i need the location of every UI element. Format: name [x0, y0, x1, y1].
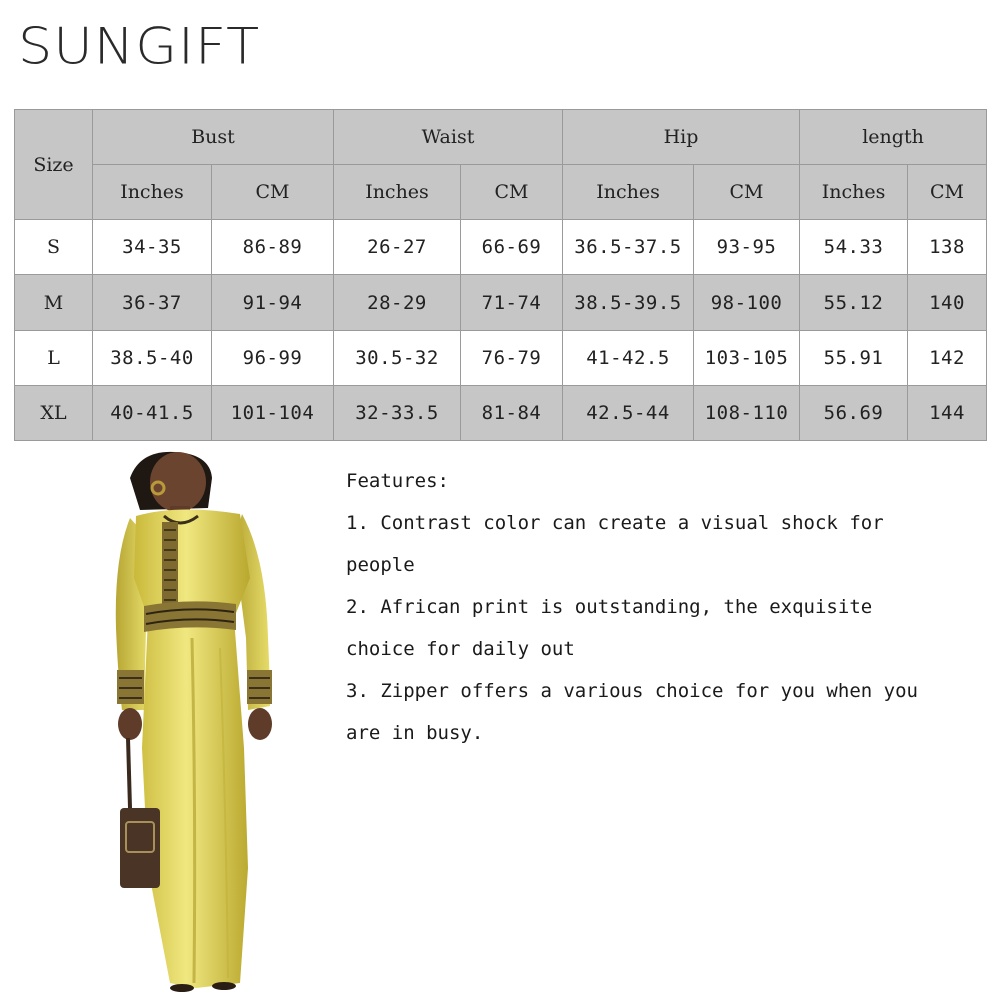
table-cell: 76-79 [461, 330, 563, 385]
table-cell: 38.5-39.5 [563, 275, 694, 330]
table-cell: 36-37 [93, 275, 212, 330]
group-header-bust: Bust [93, 110, 334, 165]
size-label: M [15, 275, 93, 330]
table-unit-row [15, 165, 987, 220]
table-cell: 41-42.5 [563, 330, 694, 385]
size-chart-table [14, 109, 987, 441]
unit-header: CM [908, 165, 987, 220]
table-cell: 30.5-32 [334, 330, 461, 385]
table-cell: 86-89 [212, 220, 334, 275]
table-cell: 32-33.5 [334, 385, 461, 440]
table-cell: 55.91 [800, 330, 908, 385]
unit-header: Inches [93, 165, 212, 220]
table-cell: 138 [908, 220, 987, 275]
feature-line: 1. Contrast color can create a visual shock for [346, 512, 884, 534]
table-cell: 71-74 [461, 275, 563, 330]
feature-line: are in busy. [346, 722, 484, 744]
feature-line: 3. Zipper offers a various choice for you when you [346, 680, 918, 702]
table-cell: 28-29 [334, 275, 461, 330]
table-cell: 91-94 [212, 275, 334, 330]
group-header-waist: Waist [334, 110, 563, 165]
size-header: Size [15, 110, 93, 220]
table-cell: 103-105 [694, 330, 800, 385]
feature-line: people [346, 554, 415, 576]
unit-header: CM [461, 165, 563, 220]
table-cell: 144 [908, 385, 987, 440]
features-heading: Features: [346, 470, 449, 492]
table-row [15, 330, 987, 385]
table-cell: 55.12 [800, 275, 908, 330]
features-section [346, 460, 996, 754]
group-header-length: length [800, 110, 987, 165]
table-cell: 34-35 [93, 220, 212, 275]
table-cell: 108-110 [694, 385, 800, 440]
size-label: S [15, 220, 93, 275]
unit-header: CM [694, 165, 800, 220]
table-cell: 93-95 [694, 220, 800, 275]
table-cell: 66-69 [461, 220, 563, 275]
table-cell: 81-84 [461, 385, 563, 440]
table-cell: 40-41.5 [93, 385, 212, 440]
table-cell: 101-104 [212, 385, 334, 440]
feature-line: choice for daily out [346, 638, 575, 660]
table-cell: 54.33 [800, 220, 908, 275]
table-cell: 98-100 [694, 275, 800, 330]
model-photo [100, 448, 310, 993]
unit-header: Inches [800, 165, 908, 220]
brand-logo: SUNGIFT [18, 17, 261, 76]
table-cell: 142 [908, 330, 987, 385]
table-cell: 38.5-40 [93, 330, 212, 385]
table-row [15, 275, 987, 330]
table-cell: 56.69 [800, 385, 908, 440]
table-cell: 96-99 [212, 330, 334, 385]
unit-header: Inches [334, 165, 461, 220]
table-row [15, 220, 987, 275]
table-row [15, 385, 987, 440]
table-cell: 140 [908, 275, 987, 330]
table-cell: 42.5-44 [563, 385, 694, 440]
group-header-hip: Hip [563, 110, 800, 165]
size-label: XL [15, 385, 93, 440]
size-label: L [15, 330, 93, 385]
unit-header: Inches [563, 165, 694, 220]
unit-header: CM [212, 165, 334, 220]
table-cell: 26-27 [334, 220, 461, 275]
feature-line: 2. African print is outstanding, the exquisite [346, 596, 873, 618]
table-header-row [15, 110, 987, 165]
table-cell: 36.5-37.5 [563, 220, 694, 275]
